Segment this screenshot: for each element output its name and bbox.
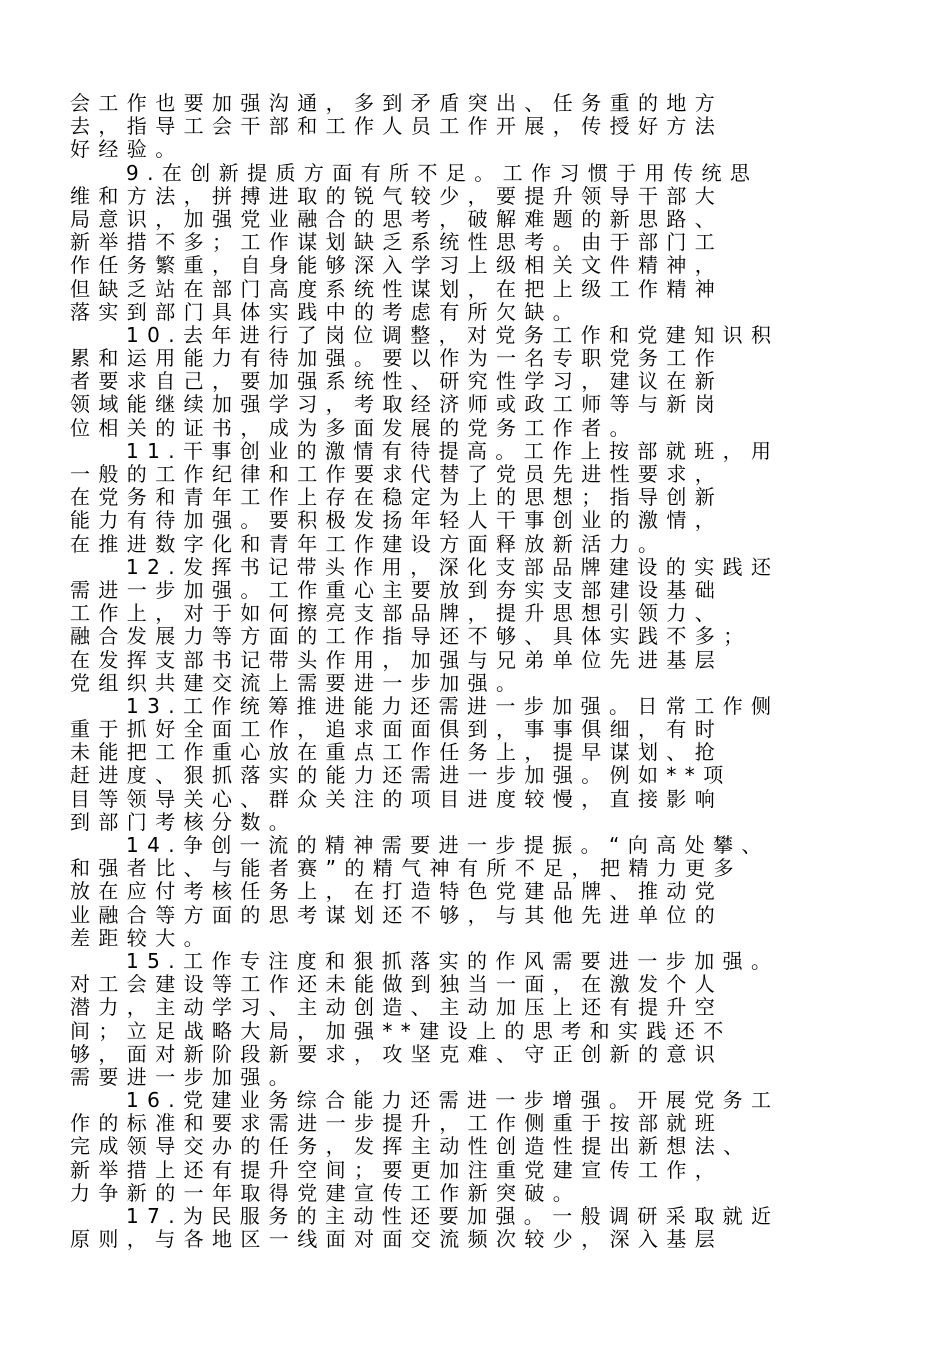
text-line: 落实到部门具体实践中的考虑有所欠缺。	[70, 299, 582, 324]
paragraph-15	[70, 950, 890, 1089]
paragraph-13	[70, 695, 890, 834]
text-line: 党组织共建交流上需要进一步加强。	[70, 670, 525, 695]
text-line: 作的标准和要求需进一步提升，工作侧重于按部就班	[70, 1111, 724, 1136]
text-line: 新举措上还有提升空间；要更加注重党建宣传工作，	[70, 1157, 724, 1182]
text-line: 11.干事创业的激情有待提高。工作上按部就班，用	[126, 438, 780, 463]
text-line: 未能把工作重心放在重点工作任务上，提早谋划、抢	[70, 740, 724, 765]
text-line: 位相关的证书，成为多面发展的党务工作者。	[70, 415, 638, 440]
text-line: 去，指导工会干部和工作人员工作开展，传授好方法	[70, 114, 724, 139]
text-line: 够，面对新阶段新要求，攻坚克难、守正创新的意识	[70, 1041, 724, 1066]
text-line: 维和方法，拼搏进取的锐气较少，要提升领导干部大	[70, 183, 724, 208]
text-line: 力争新的一年取得党建宣传工作新突破。	[70, 1180, 582, 1205]
text-line: 17.为民服务的主动性还要加强。一般调研采取就近	[126, 1204, 780, 1228]
text-line: 局意识，加强党业融合的思考，破解难题的新思路、	[70, 206, 724, 231]
text-line: 对工会建设等工作还未能做到独当一面，在激发个人	[70, 972, 724, 997]
text-line: 融合发展力等方面的工作指导还不够、具体实践不多；	[70, 624, 752, 649]
document-page	[70, 92, 890, 1251]
text-line: 累和运用能力有待加强。要以作为一名专职党务工作	[70, 346, 724, 371]
paragraph-9	[70, 162, 890, 324]
text-line: 业融合等方面的思考谋划还不够，与其他先进单位的	[70, 902, 724, 927]
text-line: 能力有待加强。要积极发扬年轻人干事创业的激情，	[70, 508, 724, 533]
text-line: 领域能继续加强学习，考取经济师或政工师等与新岗	[70, 392, 724, 417]
text-line: 完成领导交办的任务，发挥主动性创造性提出新想法、	[70, 1134, 752, 1159]
text-line: 9.在创新提质方面有所不足。工作习惯于用传统思	[126, 160, 759, 185]
text-line: 目等领导关心、群众关注的项目进度较慢，直接影响	[70, 786, 724, 811]
text-line: 和强者比、与能者赛”的精气神有所不足，把精力更多	[70, 856, 742, 881]
text-line: 需要进一步加强。	[70, 1064, 298, 1089]
paragraph-12	[70, 556, 890, 695]
text-line: 差距较大。	[70, 925, 212, 950]
text-line: 潜力，主动学习、主动创造、主动加压上还有提升空	[70, 995, 724, 1020]
paragraph-10	[70, 324, 890, 440]
text-line: 15.工作专注度和狠抓落实的作风需要进一步加强。	[126, 948, 780, 973]
text-line: 新举措不多；工作谋划缺乏系统性思考。由于部门工	[70, 230, 724, 255]
text-line: 到部门考核分数。	[70, 809, 298, 834]
text-line: 好经验。	[70, 137, 184, 162]
text-line: 但缺乏站在部门高度系统性谋划，在把上级工作精神	[70, 276, 724, 301]
text-line: 会工作也要加强沟通，多到矛盾突出、任务重的地方	[70, 91, 724, 115]
paragraph-17	[70, 1205, 890, 1251]
text-line: 在推进数字化和青年工作建设方面释放新活力。	[70, 531, 667, 556]
text-line: 作任务繁重，自身能够深入学习上级相关文件精神，	[70, 253, 724, 278]
paragraph-16	[70, 1089, 890, 1205]
text-line: 间；立足战略大局，加强**建设上的思考和实践还不	[70, 1018, 732, 1043]
paragraph-14	[70, 834, 890, 950]
text-line: 在发挥支部书记带头作用，加强与兄弟单位先进基层	[70, 647, 724, 672]
text-line: 需进一步加强。工作重心主要放到夯实支部建设基础	[70, 577, 724, 602]
text-line: 赶进度、狠抓落实的能力还需进一步加强。例如**项	[70, 763, 732, 788]
text-line: 重于抓好全面工作，追求面面俱到，事事俱细，有时	[70, 717, 724, 742]
text-line: 原则，与各地区一线面对面交流频次较少，深入基层	[70, 1227, 724, 1252]
paragraph-11	[70, 440, 890, 556]
text-line: 14.争创一流的精神需要进一步提振。“向高处攀、	[126, 833, 770, 857]
text-line: 12.发挥书记带头作用，深化支部品牌建设的实践还	[126, 554, 780, 579]
text-line: 工作上，对于如何擦亮支部品牌，提升思想引领力、	[70, 601, 724, 626]
paragraph-continuation	[70, 92, 890, 162]
text-line: 者要求自己，要加强系统性、研究性学习，建议在新	[70, 369, 724, 394]
text-line: 放在应付考核任务上，在打造特色党建品牌、推动党	[70, 879, 724, 904]
text-line: 13.工作统筹推进能力还需进一步加强。日常工作侧	[126, 693, 780, 718]
text-line: 在党务和青年工作上存在稳定为上的思想；指导创新	[70, 485, 724, 510]
text-line: 16.党建业务综合能力还需进一步增强。开展党务工	[126, 1088, 780, 1113]
text-line: 10.去年进行了岗位调整，对党务工作和党建知识积	[126, 322, 780, 347]
text-line: 一般的工作纪律和工作要求代替了党员先进性要求，	[70, 462, 724, 486]
